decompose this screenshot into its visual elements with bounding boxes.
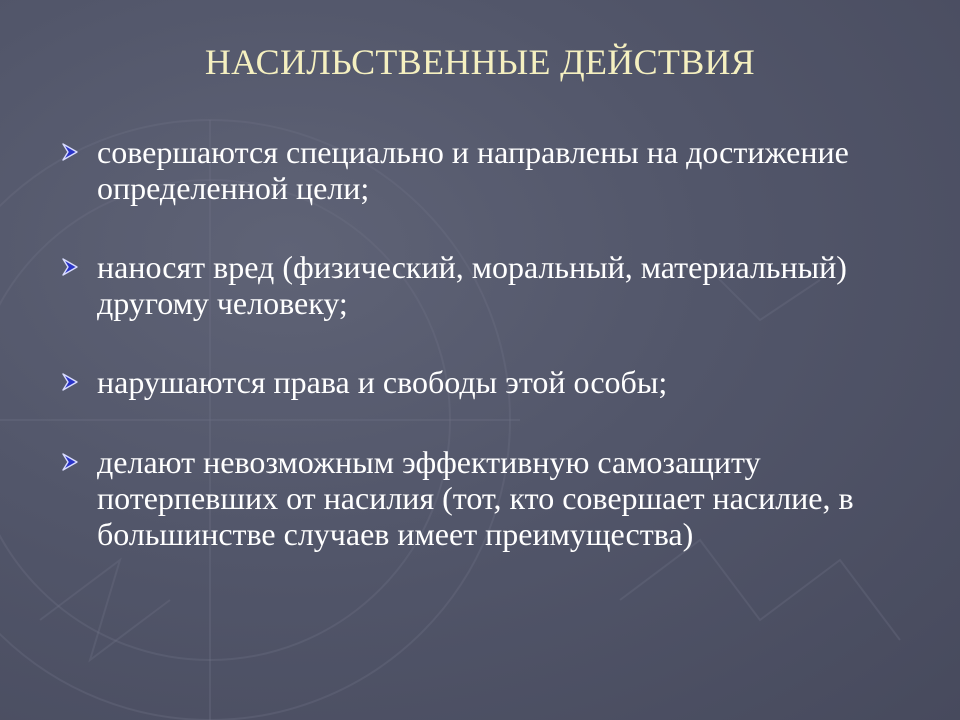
slide-title: НАСИЛЬСТВЕННЫЕ ДЕЙСТВИЯ [204, 42, 756, 82]
arrow-bullet-icon [60, 452, 80, 472]
bullet-text: делают невозможным эффективную самозащиту потерпевших от насилия (тот, кто совершает насилие, в большинстве случаев имеет преимущества) [97, 444, 854, 552]
bullet-text: наносят вред (физический, моральный, материальный) другому человеку; [97, 249, 847, 321]
arrow-bullet-icon [60, 372, 80, 392]
bullet-item [60, 134, 920, 206]
arrow-bullet-icon [60, 142, 80, 162]
bullet-text: совершаются специально и направлены на достижение определенной цели; [97, 134, 849, 206]
bullet-text: нарушаются права и свободы этой особы; [97, 364, 668, 400]
bullet-item [60, 364, 920, 400]
bullet-list [60, 134, 920, 595]
arrow-bullet-icon [60, 257, 80, 277]
bullet-item [60, 249, 920, 321]
bullet-item [60, 444, 920, 552]
